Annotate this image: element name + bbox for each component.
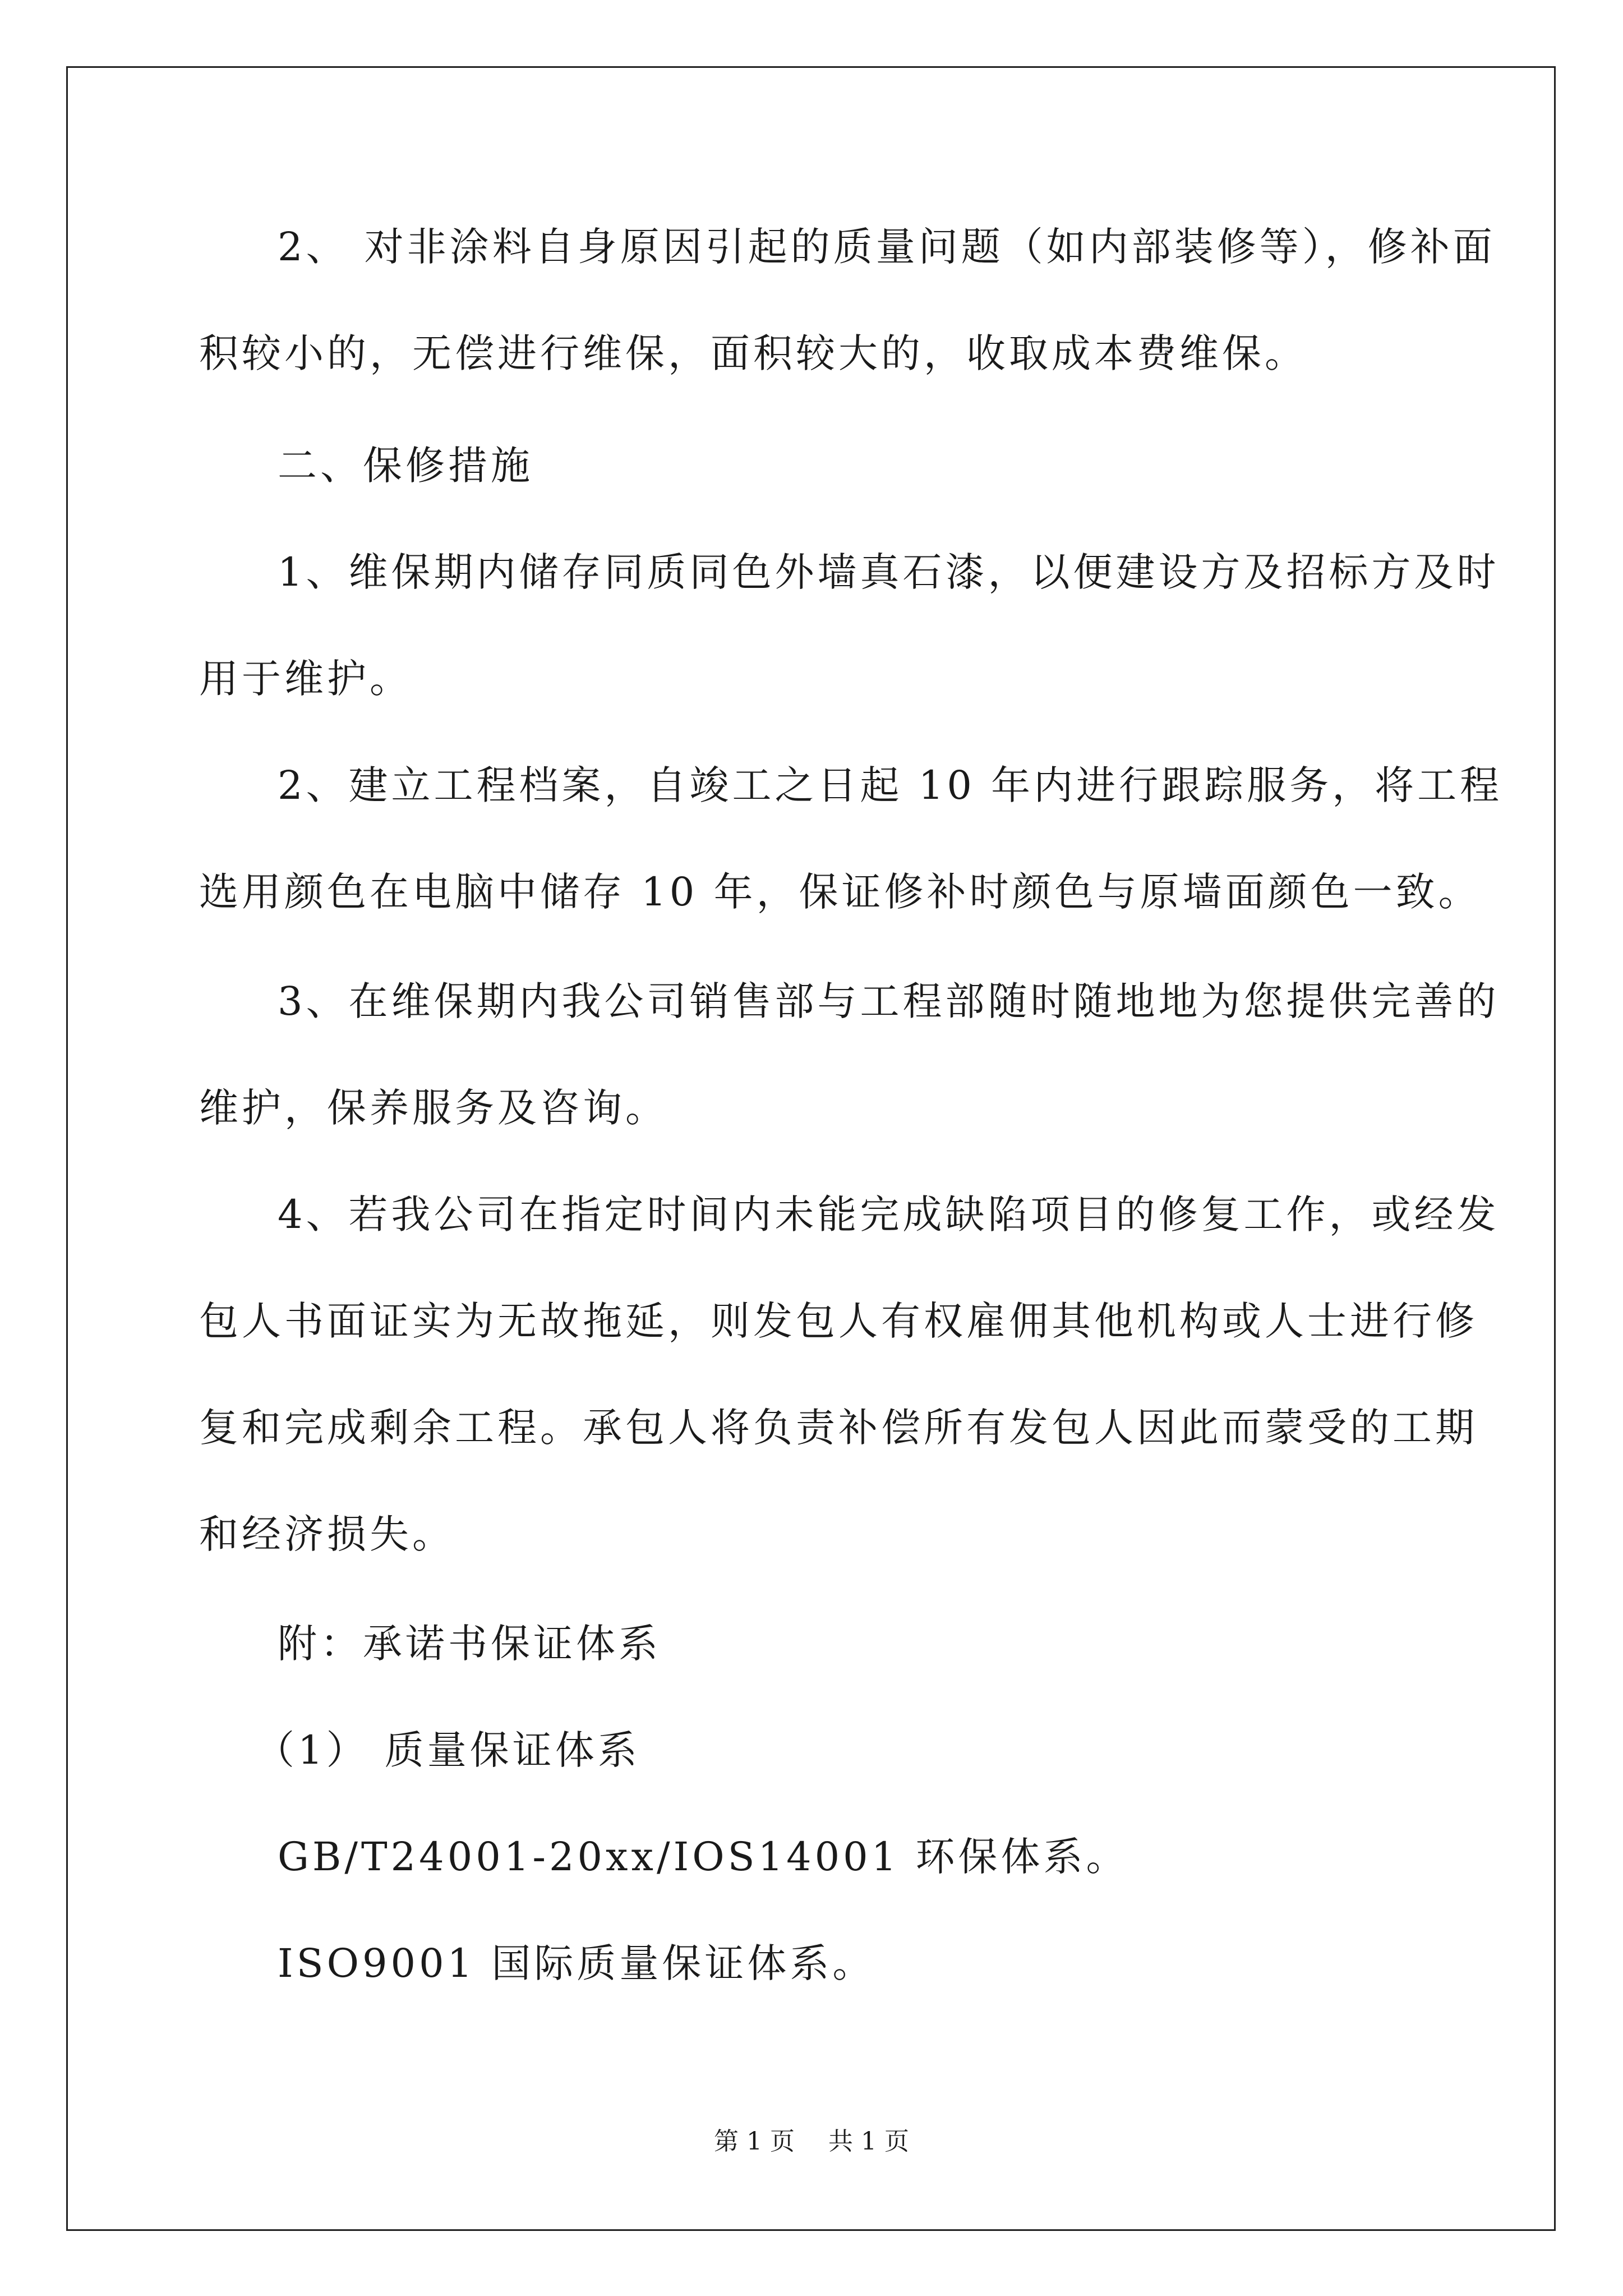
paragraph-line: 复和完成剩余工程。承包人将负责补偿所有发包人因此而蒙受的工期	[199, 1405, 1478, 1451]
section-heading: 二、保修措施	[278, 443, 533, 489]
paragraph-line: 2、 对非涂料自身原因引起的质量问题（如内部装修等），修补面	[278, 224, 1496, 270]
paragraph-line: 和经济损失。	[199, 1511, 455, 1557]
paragraph-line: 包人书面证实为无故拖延，则发包人有权雇佣其他机构或人士进行修	[199, 1298, 1478, 1344]
appendix-heading: 附：承诺书保证体系	[278, 1621, 661, 1667]
page-footer	[0, 2125, 1623, 2159]
paragraph-line: GB/T24001-20xx/IOS14001 环保体系。	[278, 1834, 1129, 1880]
paragraph-line: 用于维护。	[199, 656, 412, 702]
paragraph-line: 1、维保期内储存同质同色外墙真石漆，以便建设方及招标方及时	[278, 549, 1500, 595]
page-border	[66, 66, 1556, 2231]
paragraph-line: 3、在维保期内我公司销售部与工程部随时随地地为您提供完善的	[278, 978, 1500, 1024]
paragraph-line: 4、若我公司在指定时间内未能完成缺陷项目的修复工作，或经发	[278, 1191, 1500, 1237]
paragraph-line: 选用颜色在电脑中储存 10 年，保证修补时颜色与原墙面颜色一致。	[199, 869, 1481, 915]
paragraph-line: 2、建立工程档案，自竣工之日起 10 年内进行跟踪服务，将工程	[278, 762, 1503, 808]
subsection-heading: （1） 质量保证体系	[255, 1727, 640, 1773]
paragraph-line: 维护，保养服务及咨询。	[199, 1085, 668, 1131]
paragraph-line: ISO9001 国际质量保证体系。	[278, 1940, 875, 1986]
page-number-current: 第 1 页	[714, 2127, 795, 2156]
page-number-total: 共 1 页	[828, 2127, 909, 2156]
paragraph-line: 积较小的，无偿进行维保，面积较大的，收取成本费维保。	[199, 330, 1307, 376]
